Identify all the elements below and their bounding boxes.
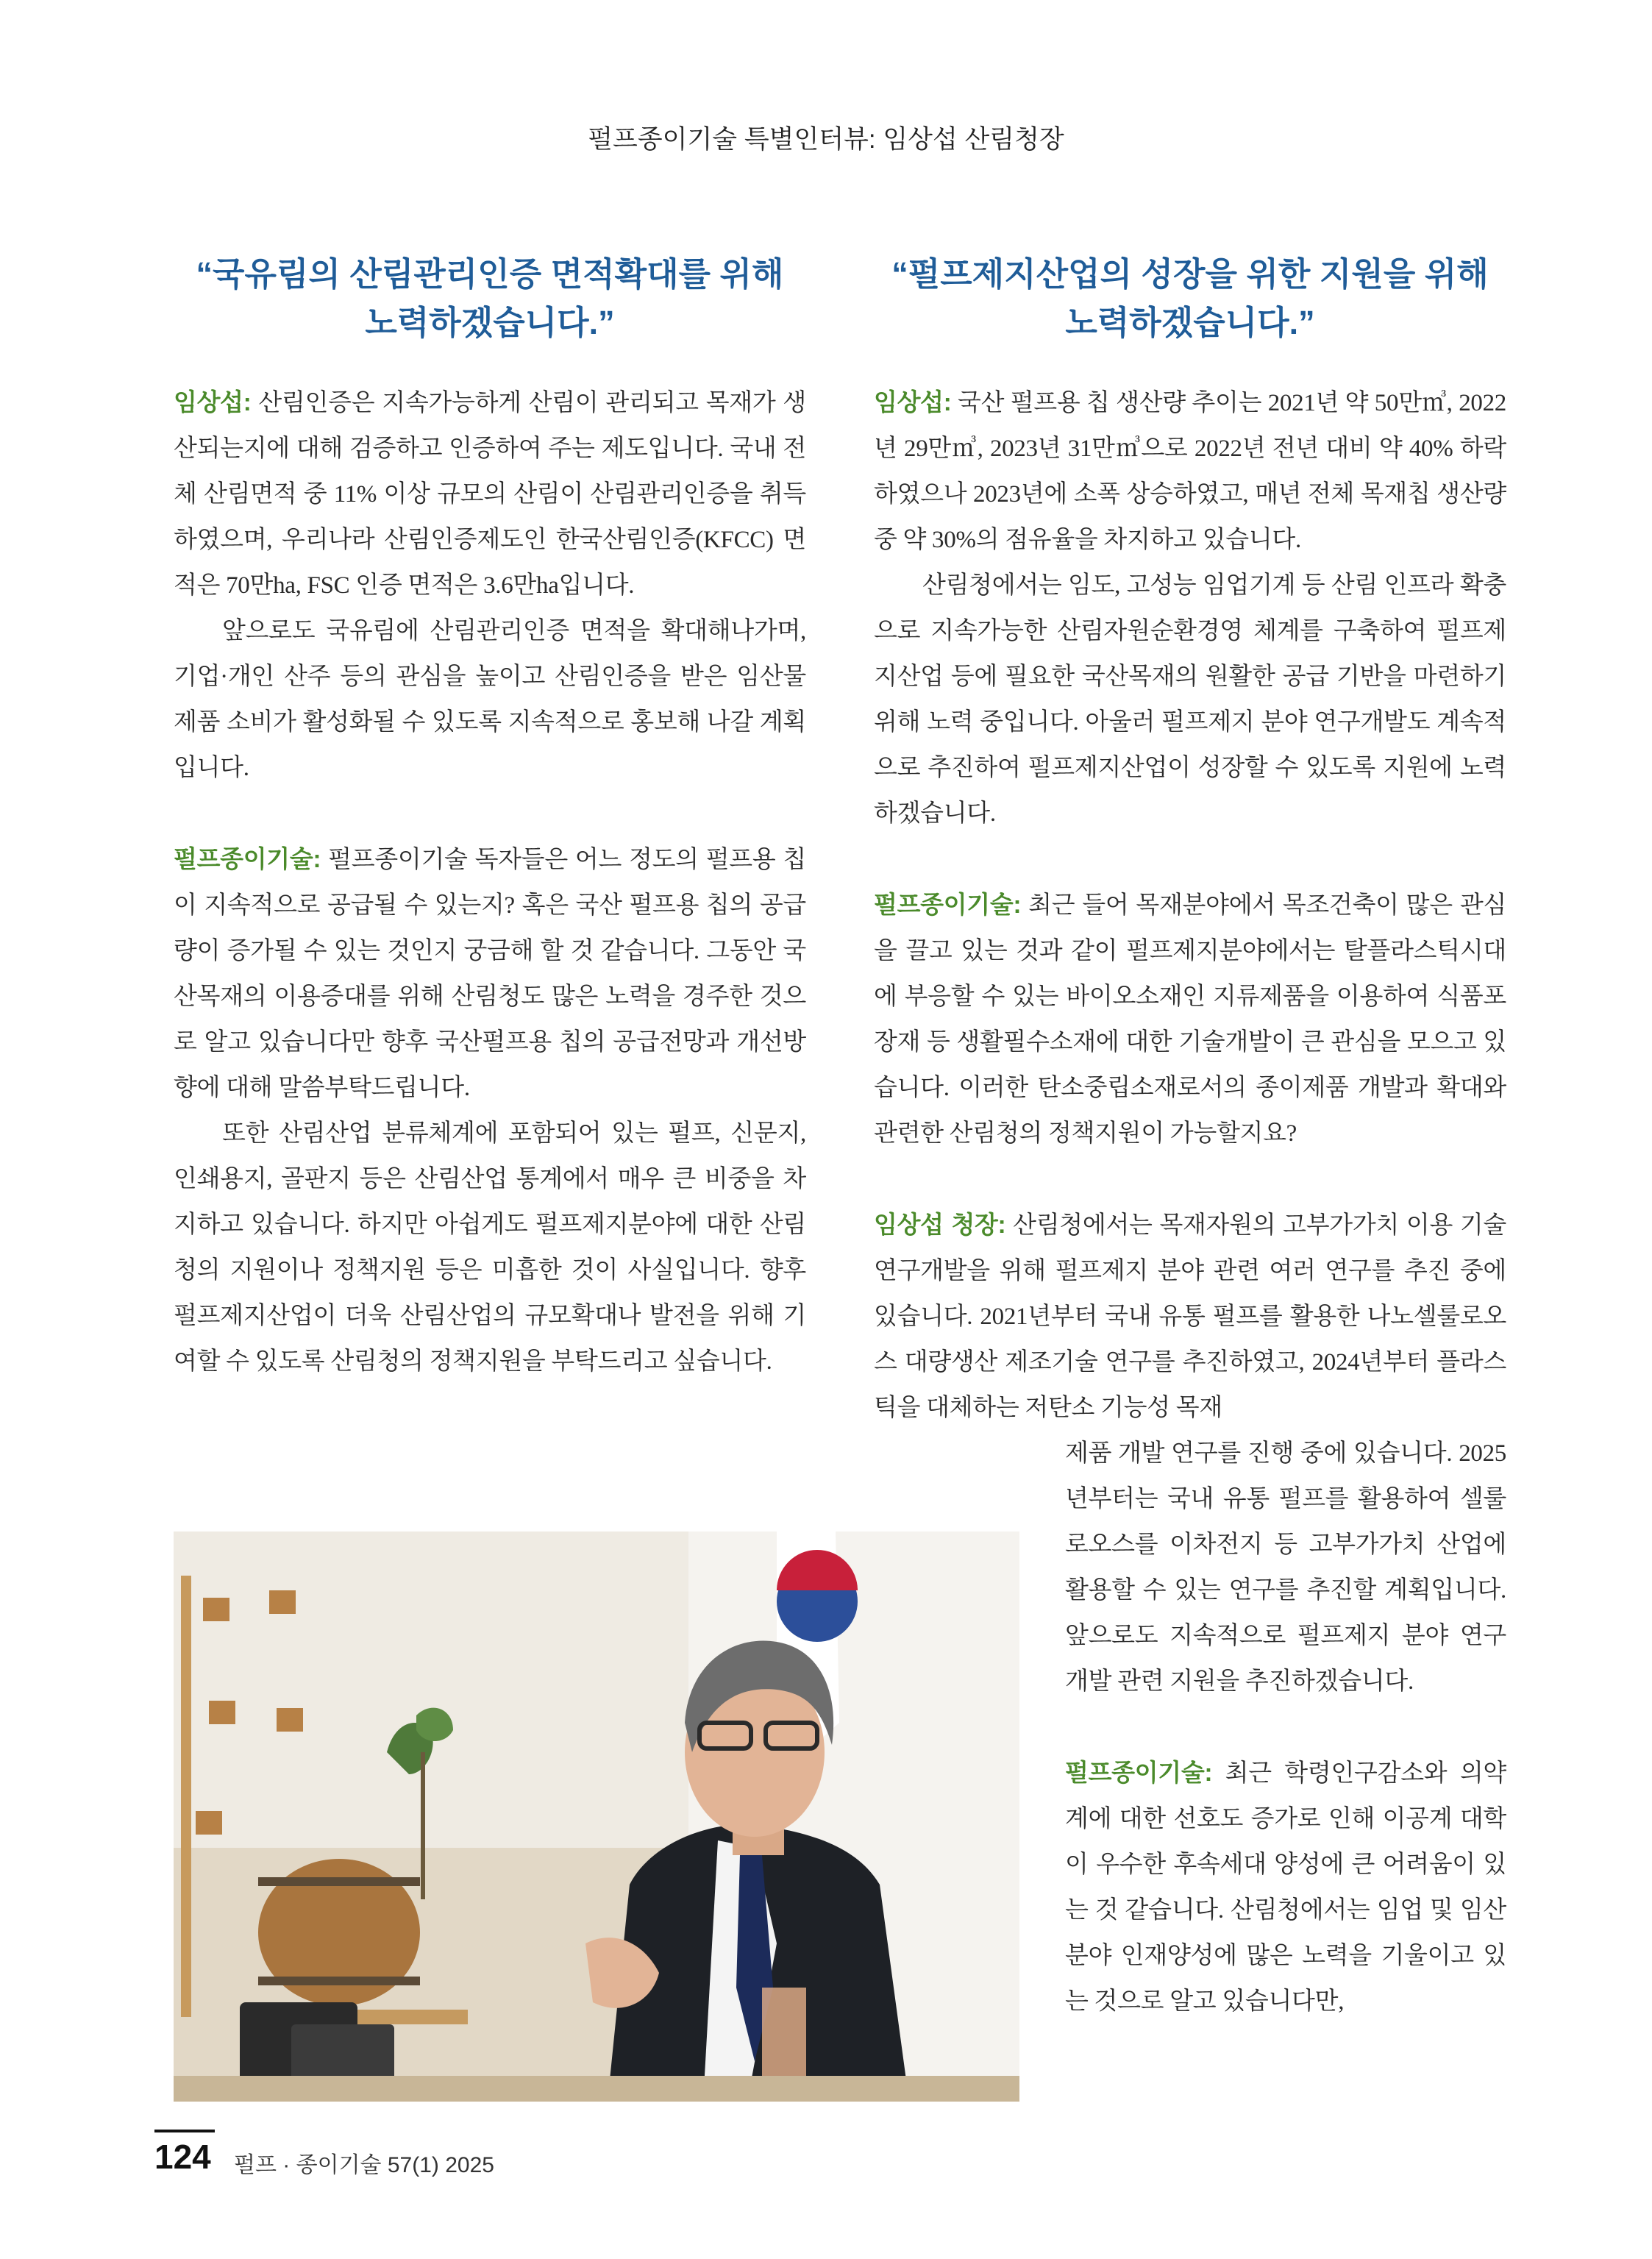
right-quote-line-1: “펄프제지산업의 성장을 위한 지원을 위해 [891, 255, 1489, 293]
question-text: 펄프종이기술 독자들은 어느 정도의 펄프용 칩이 지속적으로 공급될 수 있는지? 혹은 국산 펄프용 칩의 공급량이 증가될 수 있는 것인지 궁금해 할 것 같습니다. 그동안 국산목재의 이용증대를 위해 산림청도 많은 노력을 경주한 것으로 알고 있습니다만 향후 국산펄프용 칩의 공급전망과 개선방향에 대해 말씀부탁드립니다. [174, 847, 806, 1101]
left-quote-line-1: “국유림의 산림관리인증 면적확대를 위해 [196, 255, 784, 293]
right-answer-2: 산림청에서는 임도, 고성능 임업기계 등 산림 인프라 확충으로 지속가능한 산림자원순환경영 체계를 구축하여 펄프제지산업 등에 필요한 국산목재의 원활한 공급 기반을 마련하기 위해 노력 중입니다. 아울러 펄프제지 분야 연구개발도 계속적으로 추진하여 펄프제지산업이 성장할 수 있도록 지원에 노력하겠습니다. [874, 572, 1506, 827]
paragraph-gap [1065, 1704, 1506, 1750]
journal-citation: 펄프 · 종이기술 57(1) 2025 [234, 2153, 494, 2177]
right-answer-3-continued: 제품 개발 연구를 진행 중에 있습니다. 2025년부터는 국내 유통 펄프를 활용하여 셀룰로오스를 이차전지 등 고부가가치 산업에 활용할 수 있는 연구를 추진할 계획입니다. 앞으로도 지속적으로 펄프제지 분야 연구개발 관련 지원을 추진하겠습니다. [1065, 1440, 1506, 1695]
text-wrap-beside-photo [1065, 1431, 1506, 2024]
left-pull-quote [174, 250, 806, 347]
left-answer-2: 앞으로도 국유림에 산림관리인증 면적을 확대해나가며, 기업·개인 산주 등의 관심을 높이고 산림인증을 받은 임산물 제품 소비가 활성화될 수 있도록 지속적으로 홍보해 나갈 계획입니다. [174, 618, 806, 781]
left-answer-1 [174, 380, 806, 608]
speaker-label: 임상섭: [874, 388, 952, 416]
right-question-2 [1065, 1750, 1506, 2024]
right-pull-quote [874, 250, 1506, 347]
right-answer-3 [874, 1202, 1506, 1431]
question-text: 최근 학령인구감소와 의약계에 대한 선호도 증가로 인해 이공계 대학이 우수한 후속세대 양성에 큰 어려움이 있는 것 같습니다. 산림청에서는 임업 및 임산분야 인재양성에 많은 노력을 기울이고 있는 것으로 알고 있습니다만, [1065, 1760, 1506, 2015]
page-number: 124 [154, 2138, 211, 2176]
answer-text: 산림인증은 지속가능하게 산림이 관리되고 목재가 생산되는지에 대해 검증하고 인증하여 주는 제도입니다. 국내 전체 산림면적 중 11% 이상 규모의 산림이 산림관리인증을 취득하였으며, 우리나라 산림인증제도인 한국산림인증(KFCC) 면적은 70만ha, FSC 인증 면적은 3.6만ha입니다. [174, 390, 806, 599]
speaker-label: 펄프종이기술: [174, 845, 321, 872]
answer-text: 국산 펄프용 칩 생산량 추이는 2021년 약 50만㎥, 2022년 29만㎥, 2023년 31만㎥으로 2022년 전년 대비 약 40% 하락하였으나 2023년에 소폭 상승하였고, 매년 전체 목재칩 생산량 중 약 30%의 점유율을 차지하고 있습니다. [874, 390, 1506, 553]
speaker-label: 임상섭 청장: [874, 1211, 1006, 1238]
footer-rule [154, 2130, 215, 2132]
paragraph-gap [174, 791, 806, 836]
speaker-label: 펄프종이기술: [874, 891, 1022, 918]
paragraph-gap [874, 836, 1506, 882]
right-answer-1 [874, 380, 1506, 563]
running-header: 펄프종이기술 특별인터뷰: 임상섭 산림청장 [588, 125, 1064, 154]
interview-photo [174, 1532, 1019, 2102]
left-question-1 [174, 836, 806, 1111]
speaker-label: 임상섭: [174, 388, 252, 416]
left-quote-line-2: 노력하겠습니다.” [365, 304, 615, 341]
left-question-2: 또한 산림산업 분류체계에 포함되어 있는 펄프, 신문지, 인쇄용지, 골판지 등은 산림산업 통계에서 매우 큰 비중을 차지하고 있습니다. 하지만 아쉽게도 펄프제지분야에 대한 산림청의 지원이나 정책지원 등은 미흡한 것이 사실입니다. 향후 펄프제지산업이 더욱 산림산업의 규모확대나 발전을 위해 기여할 수 있도록 산림청의 정책지원을 부탁드리고 싶습니다. [174, 1120, 806, 1375]
right-quote-line-2: 노력하겠습니다.” [1065, 304, 1315, 341]
left-column [174, 250, 806, 1384]
interview-photo-illustration [174, 1532, 1019, 2102]
answer-text: 산림청에서는 목재자원의 고부가가치 이용 기술 연구개발을 위해 펄프제지 분야 관련 여러 연구를 추진 중에 있습니다. 2021년부터 국내 유통 펄프를 활용한 나노셀룰로오스 대량생산 제조기술 연구를 추진하였고, 2024년부터 플라스틱을 대체하는 저탄소 기능성 목재 [874, 1212, 1507, 1421]
question-text: 최근 들어 목재분야에서 목조건축이 많은 관심을 끌고 있는 것과 같이 펄프제지분야에서는 탈플라스틱시대에 부응할 수 있는 바이오소재인 지류제품을 이용하여 식품포장재 등 생활필수소재에 대한 기술개발이 큰 관심을 모으고 있습니다. 이러한 탄소중립소재로서의 종이제품 개발과 확대와 관련한 산림청의 정책지원이 가능할지요? [874, 892, 1506, 1147]
speaker-label: 펄프종이기술: [1065, 1759, 1213, 1786]
right-question-1 [874, 882, 1506, 1156]
paragraph-gap [874, 1156, 1506, 1202]
